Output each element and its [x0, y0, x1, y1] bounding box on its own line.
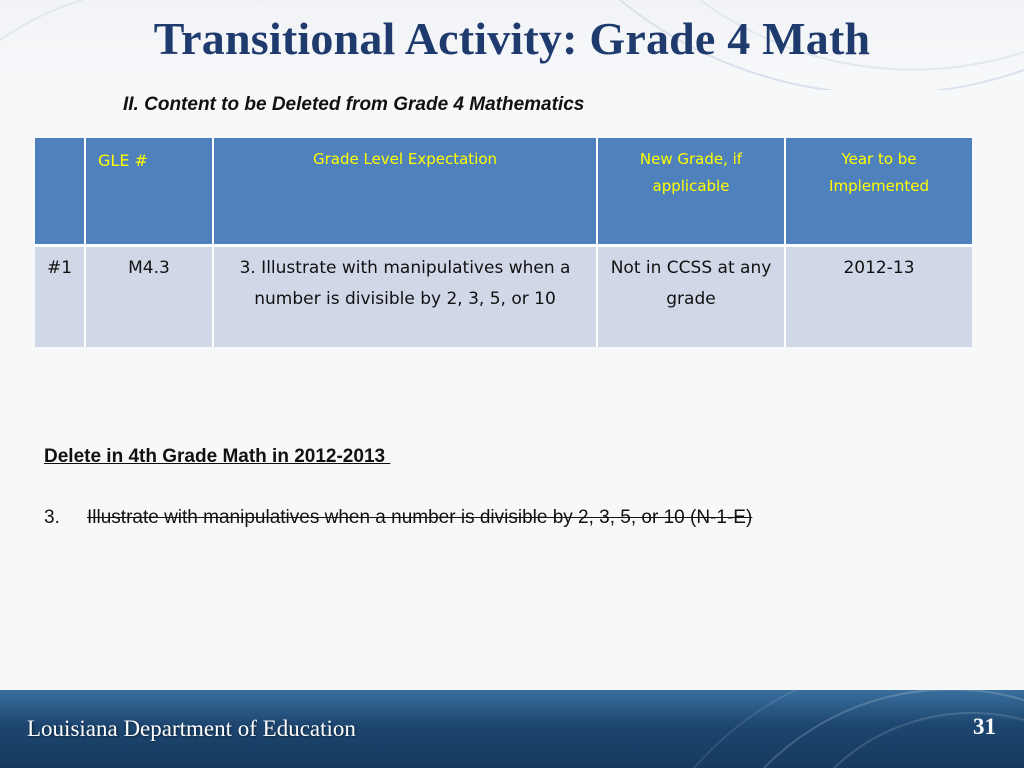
- cell-row-number: #1: [35, 246, 85, 348]
- header-grade-level-expectation: Grade Level Expectation: [213, 138, 597, 246]
- footer-decoration: [604, 690, 1024, 768]
- table-header-row: [35, 138, 972, 246]
- subtitle: II. Content to be Deleted from Grade 4 Mathematics: [123, 94, 585, 115]
- delete-heading: Delete in 4th Grade Math in 2012-2013: [44, 446, 391, 467]
- footer-bar: [0, 690, 1024, 768]
- footer-organization: Louisiana Department of Education: [27, 716, 356, 741]
- page-number: 31: [973, 714, 996, 739]
- header-year-implemented: Year to be Implemented: [785, 138, 972, 246]
- deleted-item-text: Illustrate with manipulatives when a number is divisible by 2, 3, 5, or 10 (N-1-E): [87, 507, 753, 528]
- header-new-grade: New Grade, if applicable: [597, 138, 785, 246]
- gle-table: [35, 138, 972, 347]
- header-blank: [35, 138, 85, 246]
- header-gle-number: GLE #: [85, 138, 213, 246]
- cell-expectation: 3. Illustrate with manipulatives when a number is divisible by 2, 3, 5, or 10: [213, 246, 597, 348]
- page-title: Transitional Activity: Grade 4 Math: [153, 13, 871, 64]
- cell-gle: M4.3: [85, 246, 213, 348]
- table-row: [35, 246, 972, 348]
- deleted-item-number: 3.: [44, 507, 60, 528]
- deleted-item: [44, 507, 752, 529]
- cell-year: 2012-13: [785, 246, 972, 348]
- cell-new-grade: Not in CCSS at any grade: [597, 246, 785, 348]
